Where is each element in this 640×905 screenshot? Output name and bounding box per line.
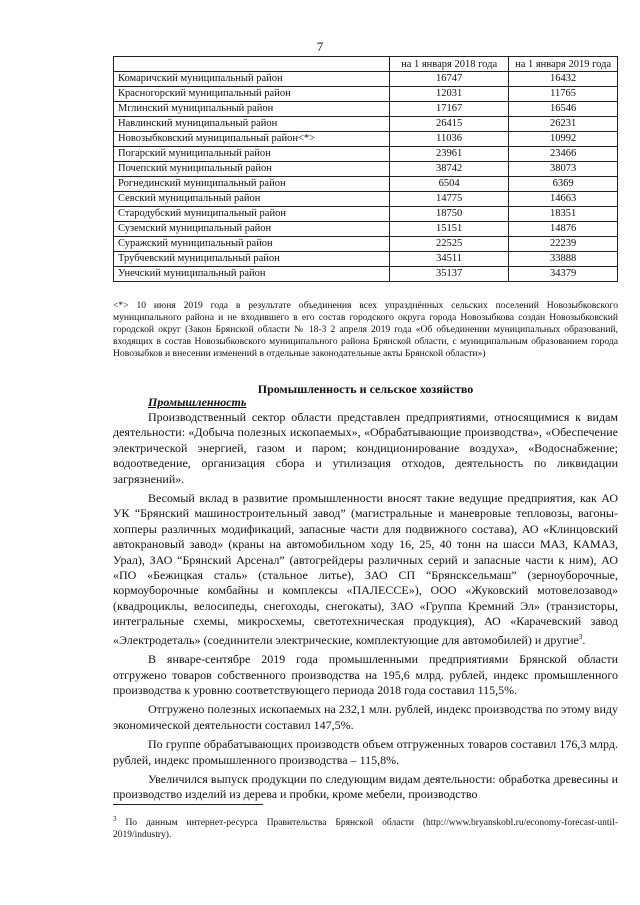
population-cell-y2018: 15151 <box>390 222 509 237</box>
table-row <box>114 192 618 207</box>
population-cell-y2019: 34379 <box>509 267 618 282</box>
district-name-cell: Почепский муниципальный район <box>114 162 390 177</box>
population-cell-y2019: 6369 <box>509 177 618 192</box>
table-row <box>114 162 618 177</box>
population-cell-y2018: 38742 <box>390 162 509 177</box>
footnote <box>113 813 618 841</box>
paragraph: Весомый вклад в развитие промышленности вносят такие ведущие предприятия, как АО УК “Брянский машиностроительный завод” (магистральные и маневровые тепловозы, вагоны-хопперы различных модификаций, запасные части для подвижного состава), АО «Клинцовский автокрановый завод» (краны на автомобильном ходу 16, 25, 40 тонн на шасси МАЗ, КАМАЗ, Урал), ЗАО “Брянский Арсенал” (автогрейдеры различных серий и запасные части к ним), АО «ПО «Бежицкая сталь» (стальное литье), ЗАО СП “Брянсксельмаш” (зерноуборочные, кормоуборочные комбайны и комплексы «ПАЛЕССЕ»), ООО «Жуковский мотовелозавод» (квадроциклы, велосипеды, снегоходы, снегокаты), ЗАО «Группа Кремний Эл» (транзисторы, интегральные схемы, микросхемы, светотехническая продукция), АО «Карачевский завод «Электродеталь» (соединители электрические, комплектующие для автомобилей) и другие$^3$. <box>113 491 618 647</box>
section-title: Промышленность и сельское хозяйство <box>257 382 474 396</box>
table-footnote: <*> 10 июня 2019 года в результате объединения всех упразднённых сельских поселений Новозыбковского муниципального района и не входившего в его состав городского округа города Новозыбкова создан Новозыбковский городской округ (Закон Брянской области № 18-3 2 апреля 2019 года «Об объединении муниципальных образований, входящих в состав Новозыбковского муниципального района Брянской области, с муниципальным образованием города Новозыбков и внесении изменений в отдельные законодательные акты Брянской области») <box>113 300 618 359</box>
population-cell-y2018: 11036 <box>390 132 509 147</box>
population-cell-y2018: 14775 <box>390 192 509 207</box>
district-name-cell: Трубчевский муниципальный район <box>114 252 390 267</box>
table-row <box>114 147 618 162</box>
body-text <box>113 410 618 807</box>
footnote-ref: 3 <box>578 632 583 641</box>
table-header-row <box>114 57 618 72</box>
footnote-marker: 3 <box>113 815 117 823</box>
population-cell-y2019: 16432 <box>509 72 618 87</box>
population-cell-y2019: 38073 <box>509 162 618 177</box>
population-cell-y2018: 6504 <box>390 177 509 192</box>
table-row <box>114 207 618 222</box>
district-name-cell: Стародубский муниципальный район <box>114 207 390 222</box>
district-name-cell: Комаричский муниципальный район <box>114 72 390 87</box>
paragraph: Отгружено полезных ископаемых на 232,1 млн. рублей, индекс производства по этому виду экономической деятельности составил 147,5%. <box>113 702 618 732</box>
table-row <box>114 117 618 132</box>
district-name-cell: Новозыбковский муниципальный район<*> <box>114 132 390 147</box>
population-cell-y2019: 23466 <box>509 147 618 162</box>
paragraph: По группе обрабатывающих производств объем отгруженных товаров составил 176,3 млрд. рублей, индекс промышленного производства – 115,8%. <box>113 737 618 767</box>
population-cell-y2018: 26415 <box>390 117 509 132</box>
table-row <box>114 102 618 117</box>
population-cell-y2019: 14876 <box>509 222 618 237</box>
paragraph: Производственный сектор области представлен предприятиями, относящимися к видам деятельности: «Добыча полезных ископаемых», «Обрабатывающие производства», «Обеспечение электрической энергией, газом и паром; кондиционирование воздуха», «Водоснабжение; водоотведение, организация сбора и утилизация отходов, деятельность по ликвидации загрязнений». <box>113 410 618 486</box>
table-row <box>114 87 618 102</box>
population-cell-y2018: 22525 <box>390 237 509 252</box>
footnote-text: По данным интернет-ресурса Правительства Брянской области (http://www.bryanskobl.ru/economy-forecast-until-2019/industry). <box>113 818 618 841</box>
table-header-cell: на 1 января 2019 года <box>509 57 618 72</box>
paragraph: Увеличился выпуск продукции по следующим видам деятельности: обработка древесины и производство изделий из дерева и пробки, кроме мебели, производство <box>113 771 618 802</box>
district-name-cell: Суземский муниципальный район <box>114 222 390 237</box>
population-cell-y2018: 12031 <box>390 87 509 102</box>
paragraph: В январе-сентябре 2019 года промышленными предприятиями Брянской области отгружено товаров собственного производства на 195,6 млрд. рублей, индекс промышленного производства к уровню соответствующего периода 2018 года составил 115,5%. <box>113 652 618 697</box>
population-cell-y2019: 18351 <box>509 207 618 222</box>
table-row <box>114 237 618 252</box>
population-cell-y2018: 34511 <box>390 252 509 267</box>
population-table <box>113 56 618 282</box>
population-cell-y2019: 33888 <box>509 252 618 267</box>
district-name-cell: Севский муниципальный район <box>114 192 390 207</box>
district-name-cell: Навлинский муниципальный район <box>114 117 390 132</box>
population-cell-y2018: 16747 <box>390 72 509 87</box>
population-cell-y2019: 16546 <box>509 102 618 117</box>
page-number: 7 <box>316 39 324 54</box>
district-name-cell: Красногорский муниципальный район <box>114 87 390 102</box>
population-cell-y2018: 23961 <box>390 147 509 162</box>
table-header-cell <box>114 57 390 72</box>
table-row <box>114 267 618 282</box>
population-cell-y2019: 11765 <box>509 87 618 102</box>
table-header-cell: на 1 января 2018 года <box>390 57 509 72</box>
population-cell-y2018: 18750 <box>390 207 509 222</box>
subsection-title: Промышленность <box>148 395 247 409</box>
table-row <box>114 177 618 192</box>
district-name-cell: Рогнединский муниципальный район <box>114 177 390 192</box>
district-name-cell: Мглинский муниципальный район <box>114 102 390 117</box>
district-name-cell: Суражский муниципальный район <box>114 237 390 252</box>
footnote-divider <box>113 804 263 805</box>
table-row <box>114 132 618 147</box>
paragraph-text: Весомый вклад в развитие промышленности вносят такие ведущие предприятия, как АО УК “Брянский машиностроительный завод” (магистральные и маневровые тепловозы, вагоны-хопперы различных модификаций, запасные части для подвижного состава), АО «Клинцовский автокрановый завод» (краны на автомобильном ходу 16, 25, 40 тонн на шасси МАЗ, КАМАЗ, Урал), ЗАО “Брянский Арсенал” (автогрейдеры различных серий и запасные части к ним), АО «ПО «Бежицкая сталь» (стальное литье), ЗАО СП “Брянсксельмаш” (зерноуборочные, кормоуборочные комбайны и комплексы «ПАЛЕССЕ»), ООО «Жуковский мотовелозавод» (квадроциклы, велосипеды, снегоходы, снегокаты), ЗАО «Группа Кремний Эл» (транзисторы, интегральные схемы, микросхемы, светотехническая продукция), АО «Карачевский завод «Электродеталь» (соединители электрические, комплектующие для автомобилей) и другие <box>113 491 618 647</box>
district-name-cell: Унечский муниципальный район <box>114 267 390 282</box>
table-row <box>114 222 618 237</box>
population-cell-y2019: 22239 <box>509 237 618 252</box>
population-cell-y2018: 35137 <box>390 267 509 282</box>
population-cell-y2018: 17167 <box>390 102 509 117</box>
table-row <box>114 252 618 267</box>
population-cell-y2019: 10992 <box>509 132 618 147</box>
population-cell-y2019: 14663 <box>509 192 618 207</box>
population-cell-y2019: 26231 <box>509 117 618 132</box>
district-name-cell: Погарский муниципальный район <box>114 147 390 162</box>
table-row <box>114 72 618 87</box>
